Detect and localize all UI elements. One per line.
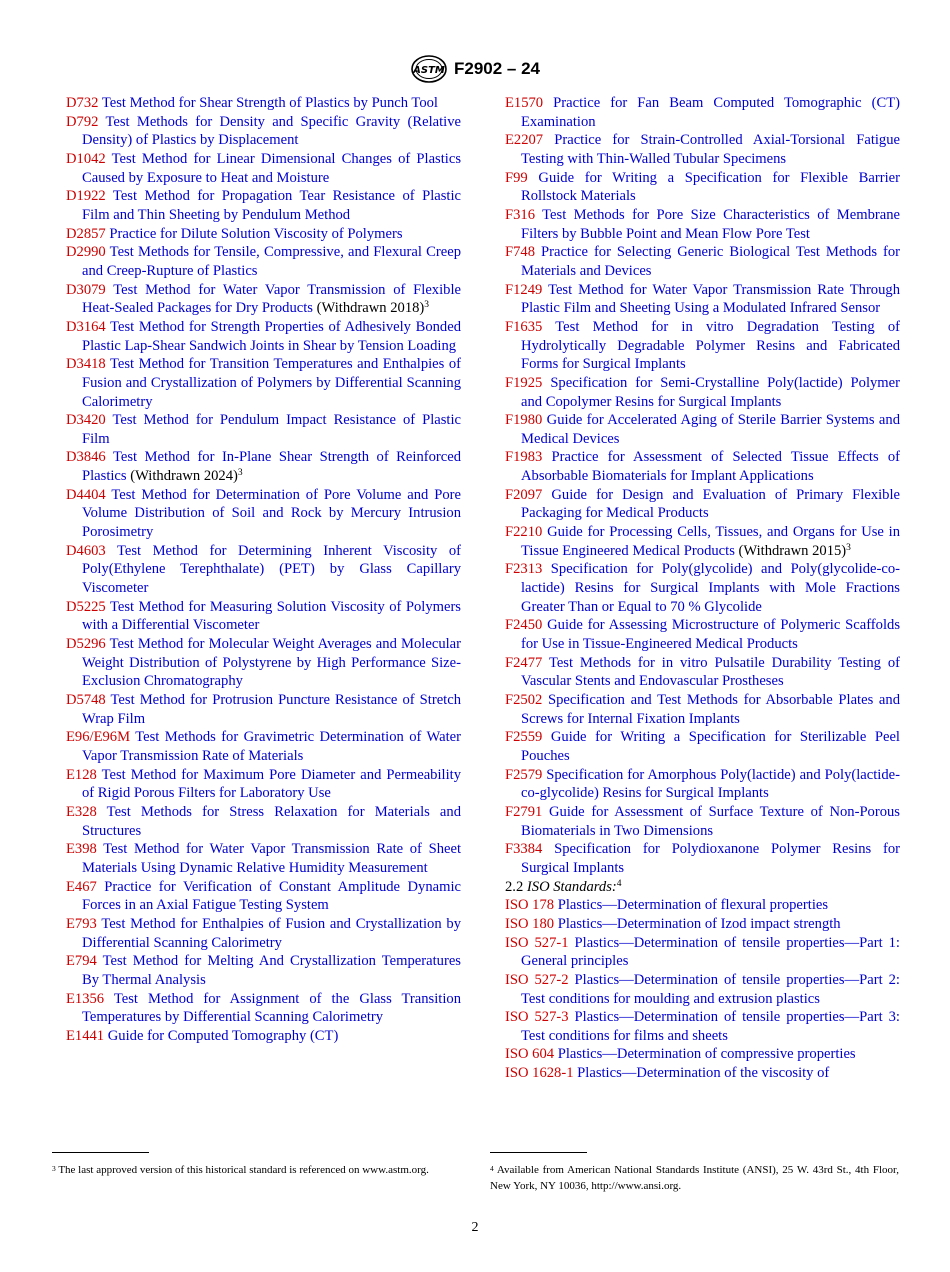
right-column [505,94,900,1083]
footnote-mark: 3 [52,1164,56,1173]
page-header [0,53,950,85]
reference-entry [66,225,461,244]
reference-code-link[interactable]: F2791 [505,803,543,820]
reference-entry [505,281,900,318]
reference-entry [505,691,900,728]
reference-entry [505,934,900,971]
reference-code-link[interactable]: F2477 [505,654,543,671]
reference-entry [66,990,461,1027]
reference-title-link[interactable]: Specification for Polydioxanone Polymer Resins for Surgical Implants [521,841,900,876]
reference-code-link[interactable]: ISO 527-2 [505,971,569,988]
reference-entry [505,486,900,523]
reference-title-link[interactable]: Guide for Processing Cells, Tissues, and Organs for Use in Tissue Engineered Medical Products [521,524,900,559]
reference-code-link[interactable]: E398 [66,841,97,858]
reference-entry [66,915,461,952]
reference-code-link[interactable]: E328 [66,803,97,820]
reference-code-link[interactable]: D792 [66,113,99,130]
reference-title-link[interactable]: Practice for Strain-Controlled Axial-Torsional Fatigue Testing with Thin-Walled Tubular Specimens [521,132,900,167]
reference-entry [505,766,900,803]
reference-code-link[interactable]: E2207 [505,132,544,149]
reference-title-link[interactable]: Plastics—Determination of flexural properties [557,897,829,914]
svg-text:ASTM: ASTM [413,65,445,76]
footnote-rule-right [490,1152,587,1153]
reference-title-link[interactable]: Specification for Amorphous Poly(lactide) and Poly(lactide-co-glycolide) Resins for Surgical Implants [521,766,900,802]
reference-entry [66,318,461,355]
reference-title-link[interactable]: Plastics—Determination of compressive properties [557,1046,856,1063]
reference-code-link[interactable]: D5225 [66,598,106,615]
reference-entry [505,616,900,653]
reference-title-link[interactable]: Test Method for Propagation Tear Resistance of Plastic Film and Thin Sheeting by Pendulum Method [82,188,461,223]
reference-title-link[interactable]: Plastics—Determination of tensile properties—Part 3: Test conditions for films and sheets [521,1009,900,1044]
reference-title-link[interactable]: Guide for Writing a Specification for Flexible Barrier Rollstock Materials [521,169,901,205]
reference-code-link[interactable]: F1983 [505,449,543,466]
reference-note: (Withdrawn 2015) [738,542,847,559]
reference-footnote-mark: 3 [424,300,430,311]
reference-code-link[interactable]: D2990 [66,244,106,261]
reference-entry [505,803,900,840]
reference-code-link[interactable]: F2313 [505,561,543,578]
reference-code-link[interactable]: D1922 [66,188,106,205]
reference-title-link[interactable]: Practice for Selecting Generic Biological Test Methods for Materials and Devices [521,244,900,279]
footnote-right [490,1162,899,1194]
reference-entry [66,243,461,280]
reference-title-link[interactable]: Test Method for Strength Properties of Adhesively Bonded Plastic Lap-Shear Sandwich Joints in Shear by Tension Loading [82,318,461,354]
reference-code-link[interactable]: E794 [66,953,97,970]
reference-title-link[interactable]: Guide for Assessment of Surface Texture of Non-Porous Biomaterials in Two Dimensions [521,803,900,839]
reference-title-link[interactable]: Test Method for Water Vapor Transmission Rate Through Plastic Film and Sheeting Using a Modulated Infrared Sensor [521,281,900,317]
reference-code-link[interactable]: F1635 [505,318,543,335]
reference-title-link[interactable]: Specification and Test Methods for Absorbable Plates and Screws for Internal Fixation Implants [521,692,900,727]
reference-title-link[interactable]: Test Method for Water Vapor Transmission of Flexible Heat-Sealed Packages for Dry Products [82,281,461,317]
reference-code-link[interactable]: D4603 [66,542,106,559]
reference-code-link[interactable]: F316 [505,206,536,223]
reference-title-link[interactable]: Practice for Verification of Constant Amplitude Dynamic Forces in an Axial Fatigue Testing System [82,878,461,914]
reference-title-link[interactable]: Test Method for Protrusion Puncture Resistance of Stretch Wrap Film [82,692,461,727]
reference-title-link[interactable]: Test Method for Molecular Weight Averages and Molecular Weight Distribution of Polystyrene by High Performance Size-Exclusion Chromatography [82,636,462,690]
reference-entry [66,952,461,989]
reference-entry [505,243,900,280]
reference-title-link[interactable]: Test Methods for Tensile, Compressive, and Flexural Creep and Creep-Rupture of Plastics [82,244,461,279]
reference-code-link[interactable]: E467 [66,878,97,895]
reference-code-link[interactable]: F99 [505,169,528,186]
reference-code-link[interactable]: D1042 [66,150,106,167]
section-footnote-mark: 4 [616,878,622,889]
reference-entry [505,1064,900,1083]
reference-entry [505,840,900,877]
reference-title-link[interactable]: Plastics—Determination of tensile properties—Part 1: General principles [521,934,900,970]
left-column [66,94,461,1045]
reference-title-link[interactable]: Test Methods for Stress Relaxation for Materials and Structures [82,803,461,839]
reference-code-link[interactable]: E96/E96M [66,729,131,746]
reference-code-link[interactable]: F1249 [505,281,543,298]
page-number: 2 [471,1220,479,1235]
reference-title-link[interactable]: Test Method for Measuring Solution Viscosity of Polymers with a Differential Viscometer [82,598,461,634]
reference-entry [505,411,900,448]
reference-title-link[interactable]: Test Method for Linear Dimensional Changes of Plastics Caused by Exposure to Heat and Moisture [82,150,461,186]
reference-title-link[interactable]: Test Method for Water Vapor Transmission Rate of Sheet Materials Using Dynamic Relative Humidity Measurement [82,841,461,876]
reference-title-link[interactable]: Guide for Design and Evaluation of Primary Flexible Packaging for Medical Products [521,486,900,522]
reference-code-link[interactable]: D5748 [66,692,106,708]
footnote-rule-left [52,1152,149,1153]
reference-title-link[interactable]: Specification for Poly(glycolide) and Poly(glycolide-co-lactide) Resins for Surgical Implants with Mole Fractions Greater Than or Equal to 70 % Glycolide [521,561,900,615]
reference-title-link[interactable]: Test Method for Determining Inherent Viscosity of Poly(Ethylene Terephthalate) (PET) by Glass Capillary Viscometer [82,542,461,597]
reference-title-link[interactable]: Test Method for Pendulum Impact Resistance of Plastic Film [82,412,461,447]
reference-entry [66,448,461,485]
reference-code-link[interactable]: ISO 527-1 [505,934,569,951]
reference-title-link[interactable]: Practice for Fan Beam Computed Tomographic (CT) Examination [521,95,900,130]
reference-code-link[interactable]: F3384 [505,841,543,858]
reference-entry [505,448,900,485]
reference-entry [66,411,461,448]
reference-entry [66,281,461,318]
reference-code-link[interactable]: F2559 [505,729,543,746]
reference-code-link[interactable]: D2857 [66,225,106,242]
section-title: ISO Standards: [526,878,617,895]
reference-footnote-mark: 3 [846,542,851,553]
reference-code-link[interactable]: ISO 1628-1 [505,1065,574,1082]
reference-title-link[interactable]: Test Methods for Density and Specific Gravity (Relative Density) of Plastics by Displacement [82,113,462,149]
reference-code-link[interactable]: D3164 [66,318,106,335]
reference-entry [66,150,461,187]
reference-title-link[interactable]: Test Methods for Gravimetric Determination of Water Vapor Transmission Rate of Materials [82,729,461,764]
reference-entry [66,113,461,150]
reference-code-link[interactable]: E1441 [66,1027,105,1044]
reference-code-link[interactable]: F748 [505,244,536,261]
reference-entry [505,560,900,616]
reference-title-link[interactable]: Test Method for Transition Temperatures and Enthalpies of Fusion and Crystallization of Polymers by Differential Scanning Calorimetry [82,356,461,410]
reference-code-link[interactable]: E1570 [505,95,544,111]
reference-title-link[interactable]: Plastics—Determination of tensile properties—Part 2: Test conditions for moulding and extrusion plastics [521,971,900,1007]
reference-code-link[interactable]: D732 [66,95,99,111]
reference-entry [505,728,900,765]
reference-code-link[interactable]: ISO 527-3 [505,1009,569,1026]
reference-entry [505,206,900,243]
reference-entry [66,486,461,542]
footnote-left [52,1162,461,1178]
reference-code-link[interactable]: F2097 [505,486,543,503]
reference-code-link[interactable]: E128 [66,766,97,783]
reference-code-link[interactable]: F2579 [505,766,543,783]
reference-code-link[interactable]: ISO 180 [505,915,555,932]
reference-title-link[interactable]: Guide for Accelerated Aging of Sterile Barrier Systems and Medical Devices [521,412,900,447]
reference-code-link[interactable]: D3846 [66,449,106,466]
reference-entry [505,169,900,206]
reference-entry [505,654,900,691]
reference-entry [66,542,461,598]
section-number: 2.2 [505,878,524,895]
footnote-text: Available from American National Standards Institute (ANSI), 25 W. 43rd St., 4th Floor, New York, NY 10036, http://www.ansi.org. [490,1164,899,1192]
reference-title-link[interactable]: Test Methods for in vitro Pulsatile Durability Testing of Vascular Stents and Endovascular Prostheses [521,654,901,690]
reference-code-link[interactable]: D4404 [66,486,106,503]
reference-code-link[interactable]: ISO 604 [505,1046,555,1063]
reference-code-link[interactable]: F2450 [505,617,543,634]
reference-title-link[interactable]: Practice for Dilute Solution Viscosity of Polymers [109,225,403,242]
reference-entry [66,840,461,877]
document-id: F2902 – 24 [453,59,540,78]
reference-title-link[interactable]: Test Method for Maximum Pore Diameter and Permeability of Rigid Porous Filters for Laboratory Use [82,766,461,802]
reference-title-link[interactable]: Test Method for Melting And Crystallization Temperatures By Thermal Analysis [82,953,461,988]
reference-footnote-mark: 3 [237,468,243,479]
reference-title-link[interactable]: Plastics—Determination of Izod impact strength [557,915,841,932]
reference-code-link[interactable]: F1925 [505,374,543,391]
reference-title-link[interactable]: Test Method for In-Plane Shear Strength of Reinforced Plastics [82,449,462,485]
reference-entry [505,94,900,131]
reference-note: (Withdrawn 2024) [130,468,238,485]
reference-code-link[interactable]: F2502 [505,692,543,708]
reference-entry [505,318,900,374]
reference-code-link[interactable]: D5296 [66,636,106,653]
reference-code-link[interactable]: D3420 [66,412,106,429]
reference-title-link[interactable]: Test Methods for Pore Size Characteristics of Membrane Filters by Bubble Point and Mean Flow Pore Test [521,206,900,242]
reference-title-link[interactable]: Plastics—Determination of the viscosity of [577,1065,830,1082]
reference-code-link[interactable]: D3418 [66,356,106,373]
reference-entry [505,131,900,168]
reference-title-link[interactable]: Test Method for Enthalpies of Fusion and Crystallization by Differential Scanning Calorimetry [82,915,461,951]
reference-note: (Withdrawn 2018) [316,300,425,317]
reference-title-link[interactable]: Test Method for Shear Strength of Plastics by Punch Tool [101,95,438,111]
reference-code-link[interactable]: D3079 [66,281,106,298]
reference-entry [505,971,900,1008]
reference-code-link[interactable]: F1980 [505,412,543,429]
reference-title-link[interactable]: Guide for Writing a Specification for Sterilizable Peel Pouches [521,729,900,764]
reference-entry [66,187,461,224]
reference-entry [66,691,461,728]
reference-entry [505,374,900,411]
footnote-text: The last approved version of this historical standard is referenced on www.astm.org. [58,1164,429,1176]
reference-code-link[interactable]: E793 [66,915,97,932]
reference-code-link[interactable]: E1356 [66,990,105,1007]
reference-title-link[interactable]: Practice for Assessment of Selected Tissue Effects of Absorbable Biomaterials for Implant Applications [521,449,900,485]
reference-title-link[interactable]: Guide for Computed Tomography (CT) [107,1027,339,1044]
reference-code-link[interactable]: F2210 [505,524,543,541]
reference-entry [66,635,461,691]
reference-title-link[interactable]: Specification for Semi-Crystalline Poly(lactide) Polymer and Copolymer Resins for Surgical Implants [521,374,900,410]
astm-refs-right [505,94,900,878]
reference-title-link[interactable]: Test Method for in vitro Degradation Testing of Hydrolytically Degradable Polymer Resins and Fabricated Forms for Surgical Implants [521,318,900,373]
reference-entry [505,523,900,560]
reference-title-link[interactable]: Guide for Assessing Microstructure of Polymeric Scaffolds for Use in Tissue-Engineered Medical Products [521,617,900,653]
reference-code-link[interactable]: ISO 178 [505,897,555,914]
reference-entry [66,878,461,915]
reference-entry [505,896,900,915]
reference-title-link[interactable]: Test Method for Assignment of the Glass Transition Temperatures by Differential Scanning Calorimetry [82,990,461,1026]
reference-entry [66,598,461,635]
reference-entry [505,1008,900,1045]
footnote-mark: 4 [490,1164,494,1173]
reference-entry [505,915,900,934]
reference-entry [66,803,461,840]
reference-entry [66,728,461,765]
reference-entry [66,766,461,803]
reference-entry [66,94,461,113]
iso-refs [505,896,900,1083]
reference-entry [505,1045,900,1064]
astm-logo-icon [410,54,448,84]
reference-entry [66,1027,461,1046]
reference-entry [66,355,461,411]
section-heading [505,878,900,897]
reference-title-link[interactable]: Test Method for Determination of Pore Volume and Pore Volume Distribution of Soil and Rock by Mercury Intrusion Porosimetry [82,486,461,541]
